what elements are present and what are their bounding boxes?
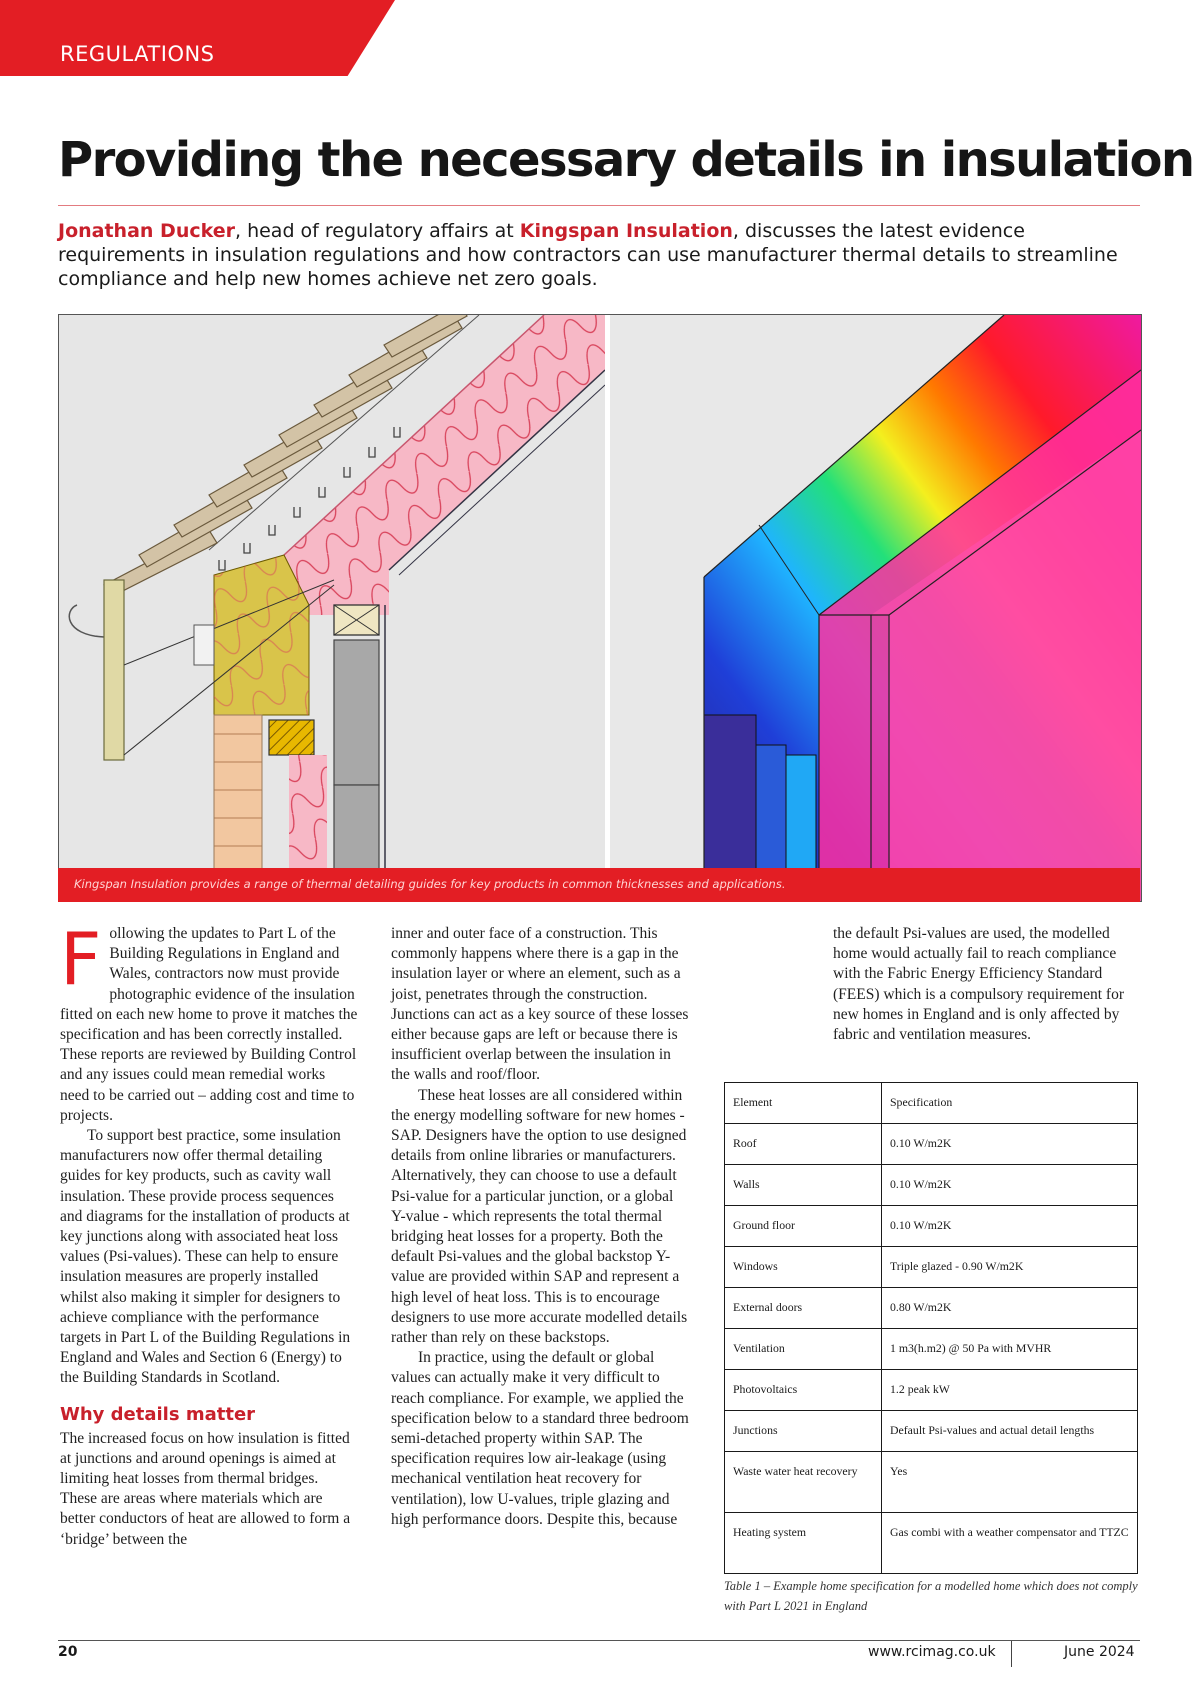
issue-date: June 2024 — [1064, 1644, 1135, 1660]
headline-rule — [58, 205, 1140, 206]
table-cell-spec: 1.2 peak kW — [882, 1370, 1138, 1411]
table-cell-element: Junctions — [725, 1411, 882, 1452]
figure-caption-bar — [58, 868, 1140, 902]
table-row — [725, 1247, 1138, 1288]
construction-detail — [59, 315, 605, 901]
paragraph: In practice, using the default or global values can actually make it very difficult to reach compliance. For example, we applied the specification below to a standard three bedroom semi-detached property within SAP. The specification requires low air-leakage (using mechanical ventilation heat recovery for ventilation), low U-values, triple glazing and high performance doors. Despite this, because — [391, 1349, 689, 1528]
section-label: REGULATIONS — [60, 42, 215, 66]
paragraph: To support best practice, some insulation manufacturers now offer thermal detailing guides for key products, such as cavity wall insulation. These provide process sequences and diagrams for the installation of products at key junctions along with associated heat loss values (Psi-values). These can help to ensure insulation measures are properly installed whilst also making it simpler for designers to achieve compliance with the performance targets in Part L of the Building Regulations in England and Wales and Section 6 (Energy) to the Building Standards in Scotland. — [60, 1127, 351, 1387]
standfirst-text-2: , discusses the latest evidence requirements in insulation regulations and how contractors can use manufacturer thermal details to streamline compliance and help new homes achieve net zero goals. — [58, 220, 1118, 290]
table-cell-spec: 1 m3(h.m2) @ 50 Pa with MVHR — [882, 1329, 1138, 1370]
subheading: Why details matter — [60, 1403, 256, 1425]
table-cell-spec: 0.10 W/m2K — [882, 1124, 1138, 1165]
spec-table — [724, 1082, 1138, 1574]
table-row — [725, 1206, 1138, 1247]
table-cell-spec: Gas combi with a weather compensator and TTZC — [882, 1513, 1138, 1574]
table-row — [725, 1370, 1138, 1411]
table-row — [725, 1165, 1138, 1206]
table-cell-element: Windows — [725, 1247, 882, 1288]
article-column-1 — [60, 917, 358, 1550]
table-header-cell: Specification — [882, 1083, 1138, 1124]
table-caption: Table 1 – Example home specification for a modelled home which does not comply with Part L 2021 in England — [724, 1579, 1138, 1613]
table-cell-spec: 0.80 W/m2K — [882, 1288, 1138, 1329]
table-cell-spec: 0.10 W/m2K — [882, 1165, 1138, 1206]
table-row — [725, 1513, 1138, 1574]
thermal-model — [610, 315, 1141, 901]
company-name: Kingspan Insulation — [519, 220, 733, 242]
table-row — [725, 1329, 1138, 1370]
figure-thermal-detail — [58, 314, 1142, 902]
table-row — [725, 1452, 1138, 1513]
table-cell-spec: Triple glazed - 0.90 W/m2K — [882, 1247, 1138, 1288]
footer-rule — [58, 1640, 1140, 1641]
standfirst — [58, 219, 1138, 291]
table-header-cell: Element — [725, 1083, 882, 1124]
table-cell-element: Waste water heat recovery — [725, 1452, 882, 1513]
paragraph: the default Psi-values are used, the modelled home would actually fail to reach compliance with the Fabric Energy Efficiency Standard (FEES) which is a compulsory requirement for new homes in England and is only affected by fabric and ventilation measures. — [833, 925, 1124, 1044]
table-cell-element: Ground floor — [725, 1206, 882, 1247]
table-cell-element: Ventilation — [725, 1329, 882, 1370]
table-row — [725, 1288, 1138, 1329]
paragraph: The increased focus on how insulation is fitted at junctions and around openings is aimed at limiting heat losses from thermal bridges. These are areas where materials which are better conductors of heat are allowed to form a ‘bridge’ between the — [60, 1429, 351, 1548]
table-cell-spec: 0.10 W/m2K — [882, 1206, 1138, 1247]
standfirst-text-1: , head of regulatory affairs at — [234, 220, 520, 242]
table-cell-element: Photovoltaics — [725, 1370, 882, 1411]
paragraph: ollowing the updates to Part L of the Building Regulations in England and Wales, contractors now must provide photographic evidence of the insulation fitted on each new home to prove it matches the specification and has been correctly installed. These reports are reviewed by Building Control and any issues could mean remedial works need to be carried out – adding cost and time to projects. — [60, 925, 358, 1124]
article-column-2 — [391, 924, 691, 1530]
paragraph: These heat losses are all considered within the energy modelling software for new homes - SAP. Designers have the option to use designed details from online libraries or manufacturers. Alternatively, they can choose to use a default Psi-value for a particular junction, or a global Y-value - which represents the total thermal bridging heat losses for a property. Both the default Psi-values and the global backstop Y-value are provided within SAP and represent a high level of heat loss. This is to encourage designers to use more accurate modelled details rather than rely on these backstops. — [391, 1086, 688, 1347]
headline: Providing the necessary details in insulation — [58, 132, 1194, 188]
table-row — [725, 1124, 1138, 1165]
table-header-row — [725, 1083, 1138, 1124]
author-name: Jonathan Ducker — [58, 220, 235, 242]
table-cell-spec: Default Psi-values and actual detail lengths — [882, 1411, 1138, 1452]
table-cell-element: Roof — [725, 1124, 882, 1165]
page-number: 20 — [58, 1644, 78, 1660]
article-column-3 — [833, 924, 1138, 1045]
table-cell-spec: Yes — [882, 1452, 1138, 1513]
paragraph: inner and outer face of a construction. This commonly happens where there is a gap in the insulation layer or where an element, such as a joist, penetrates through the construction. Junctions can act as a key source of these losses either because gaps are left or because there is insufficient overlap between the insulation in the walls and roof/floor. — [391, 925, 689, 1084]
table-cell-element: External doors — [725, 1288, 882, 1329]
website-link[interactable]: www.rcimag.co.uk — [868, 1644, 996, 1660]
table-cell-element: Heating system — [725, 1513, 882, 1574]
table-row — [725, 1411, 1138, 1452]
figure-caption: Kingspan Insulation provides a range of thermal detailing guides for key products in common thicknesses and applications. — [74, 877, 786, 891]
footer-divider — [1011, 1641, 1012, 1667]
figure-illustration — [59, 315, 1141, 901]
drop-cap: F — [60, 917, 102, 1001]
table-cell-element: Walls — [725, 1165, 882, 1206]
